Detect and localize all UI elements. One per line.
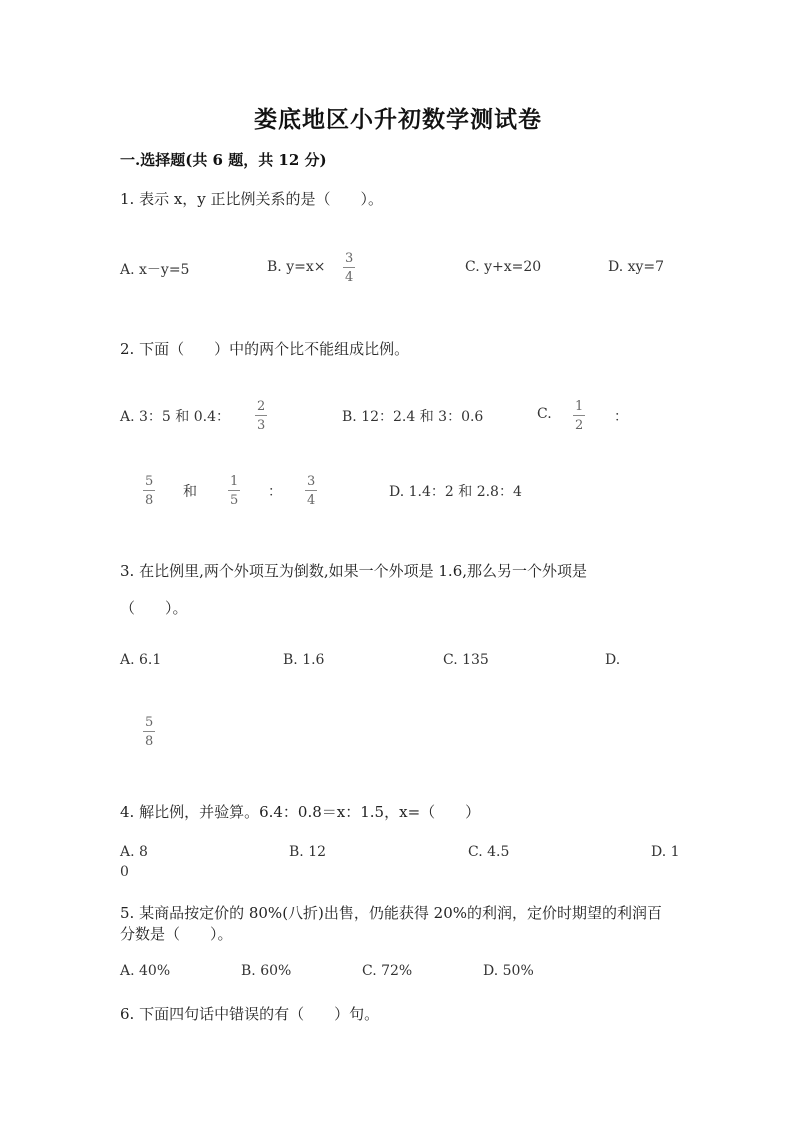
question-5-stem-line-2: 分数是（ ）。 [120, 925, 233, 943]
question-2-option-c-fraction-1-5 [228, 475, 240, 507]
question-4-option-d-wrap: 0 [120, 864, 129, 880]
question-3-option-a: A. 6.1 [120, 652, 162, 668]
question-3-blank: （ ）。 [120, 599, 188, 617]
question-1-stem: 1. 表示 x，y 正比例关系的是（ ）。 [120, 190, 384, 208]
fraction-numerator: 5 [145, 474, 154, 489]
fraction-numerator: 1 [575, 399, 584, 414]
question-4-option-c: C. 4.5 [468, 844, 510, 860]
question-5-stem-line-1: 5. 某商品按定价的 80%(八折)出售，仍能获得 20%的利润，定价时期望的利润百 [120, 904, 663, 922]
question-2-option-a: A. 3：5 和 0.4： [120, 409, 230, 425]
question-3-option-b: B. 1.6 [283, 652, 325, 668]
question-2-option-a-fraction [255, 400, 267, 432]
question-5-option-c: C. 72% [362, 963, 413, 979]
fraction-numerator: 1 [230, 474, 239, 489]
question-2-option-c-fraction [573, 400, 585, 432]
question-2-option-c-and: 和 [183, 484, 197, 500]
question-5-option-a: A. 40% [120, 963, 171, 979]
question-1-option-b: B. y=x× [267, 259, 326, 275]
fraction-denominator: 4 [307, 493, 316, 508]
question-2-option-c-fraction-3-4 [305, 475, 317, 507]
fraction-numerator: 5 [145, 715, 154, 730]
question-2-option-b: B. 12：2.4 和 3：0.6 [342, 409, 484, 425]
question-2-option-d: D. 1.4：2 和 2.8：4 [389, 484, 522, 500]
question-2-stem: 2. 下面（ ）中的两个比不能组成比例。 [120, 340, 410, 358]
question-1-option-b-fraction [343, 252, 355, 284]
question-3-option-c: C. 135 [443, 652, 489, 668]
question-1-option-d: D. xy=7 [608, 259, 665, 275]
question-2-option-c-colon: ： [614, 409, 628, 425]
fraction-numerator: 3 [345, 251, 354, 266]
question-2-option-c-colon-2: ： [268, 484, 282, 500]
fraction-denominator: 3 [257, 418, 266, 433]
question-3-option-d: D. [605, 652, 621, 668]
question-6-stem: 6. 下面四句话中错误的有（ ）句。 [120, 1005, 380, 1023]
fraction-numerator: 3 [307, 474, 316, 489]
question-2-option-c: C. [537, 406, 552, 422]
fraction-denominator: 2 [575, 418, 584, 433]
fraction-numerator: 2 [257, 399, 266, 414]
question-4-option-b: B. 12 [289, 844, 327, 860]
fraction-denominator: 8 [145, 493, 154, 508]
page-title: 娄底地区小升初数学测试卷 [254, 106, 542, 133]
question-5-option-b: B. 60% [241, 963, 292, 979]
question-2-option-c-fraction-5-8 [143, 475, 155, 507]
question-4-option-d: D. 1 [651, 844, 680, 860]
question-1-option-c: C. y+x=20 [465, 259, 542, 275]
fraction-denominator: 4 [345, 270, 354, 285]
fraction-denominator: 5 [230, 493, 239, 508]
question-1-option-a: A. x－y=5 [120, 262, 190, 278]
question-5-option-d: D. 50% [483, 963, 534, 979]
question-3-option-d-fraction [143, 716, 155, 748]
question-3-stem: 3. 在比例里,两个外项互为倒数,如果一个外项是 1.6,那么另一个外项是 [120, 562, 588, 580]
fraction-denominator: 8 [145, 734, 154, 749]
question-4-option-a: A. 8 [120, 844, 148, 860]
question-4-stem: 4. 解比例，并验算。6.4：0.8＝x：1.5，x=（ ） [120, 803, 481, 821]
section-heading: 一.选择题(共 6 题，共 12 分) [120, 151, 327, 169]
